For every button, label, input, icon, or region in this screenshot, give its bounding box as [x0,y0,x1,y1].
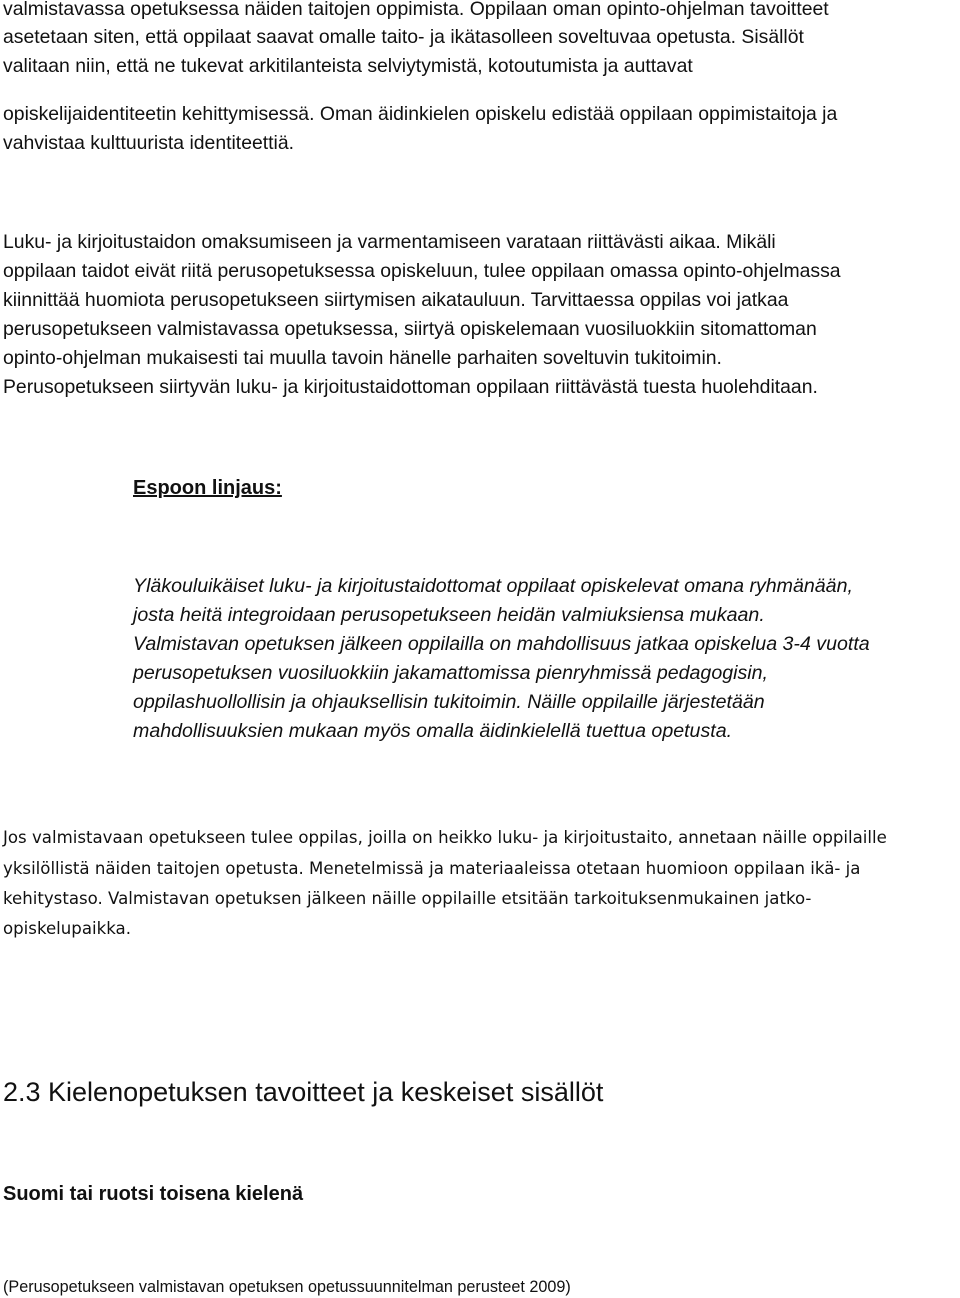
text-line: kehitystaso. Valmistavan opetuksen jälkeen näille oppilaille etsitään tarkoituksenmukainen jatko- [3,889,812,908]
text-line: oppilashuollollisin ja ohjauksellisin tukitoimin. Näille oppilaille järjestetään [133,691,765,713]
text-line: opiskelijaidentiteetin kehittymisessä. Oman äidinkielen opiskelu edistää oppilaan oppimistaitoja ja [3,103,838,125]
text-line: valitaan niin, että ne tukevat arkitilanteista selviytymistä, kotoutumista ja auttavat [3,55,693,77]
section-heading: 2.3 Kielenopetuksen tavoitteet ja keskeiset sisällöt [3,1077,604,1107]
text-line: opiskelupaikka. [3,919,131,938]
text-line: vahvistaa kulttuurista identiteettiä. [3,132,295,154]
text-line: Valmistavan opetuksen jälkeen oppilailla on mahdollisuus jatkaa opiskelua 3-4 vuotta [133,633,870,655]
espoo-policy-heading: Espoon linjaus: [133,477,282,499]
source-note: (Perusopetukseen valmistavan opetuksen opetussuunnitelman perusteet 2009) [3,1278,571,1296]
text-line: Jos valmistavaan opetukseen tulee oppilas, joilla on heikko luku- ja kirjoitustaito, annetaan näille oppilaille [3,828,887,847]
text-line: Luku- ja kirjoitustaidon omaksumiseen ja varmentamiseen varataan riittävästi aikaa. Mikäli [3,231,776,253]
text-line: perusopetukseen valmistavassa opetuksessa, siirtyä opiskelemaan vuosiluokkiin sitomattoman [3,318,817,340]
text-line: Perusopetukseen siirtyvän luku- ja kirjoitustaidottoman oppilaan riittävästä tuesta huolehditaan. [3,376,818,398]
text-line: asetetaan siten, että oppilaat saavat omalle taito- ja ikätasolleen soveltuvaa opetusta. Sisällöt [3,26,804,48]
text-line: mahdollisuuksien mukaan myös omalla äidinkielellä tuettua opetusta. [133,720,733,742]
text-line: opinto-ohjelman mukaisesti tai muulla tavoin hänelle parhaiten soveltuvin tukitoimin. [3,347,722,369]
text-line: Yläkouluikäiset luku- ja kirjoitustaidottomat oppilaat opiskelevat omana ryhmänään, [133,575,853,597]
text-line: kiinnittää huomiota perusopetukseen siirtymisen aikatauluun. Tarvittaessa oppilas voi jatkaa [3,289,789,311]
subsection-heading: Suomi tai ruotsi toisena kielenä [3,1183,304,1205]
text-line: yksilöllistä näiden taitojen opetusta. Menetelmissä ja materiaaleissa otetaan huomioon oppilaan ikä- ja [3,859,861,878]
text-line: valmistavassa opetuksessa näiden taitojen oppimista. Oppilaan oman opinto-ohjelman tavoitteet [3,0,829,20]
text-line: josta heitä integroidaan perusopetukseen heidän valmiuksiensa mukaan. [133,604,765,626]
text-line: perusopetuksen vuosiluokkiin jakamattomissa pienryhmissä pedagogisin, [133,662,768,684]
text-line: oppilaan taidot eivät riitä perusopetuksessa opiskeluun, tulee oppilaan omassa opinto-ohjelmassa [3,260,841,282]
